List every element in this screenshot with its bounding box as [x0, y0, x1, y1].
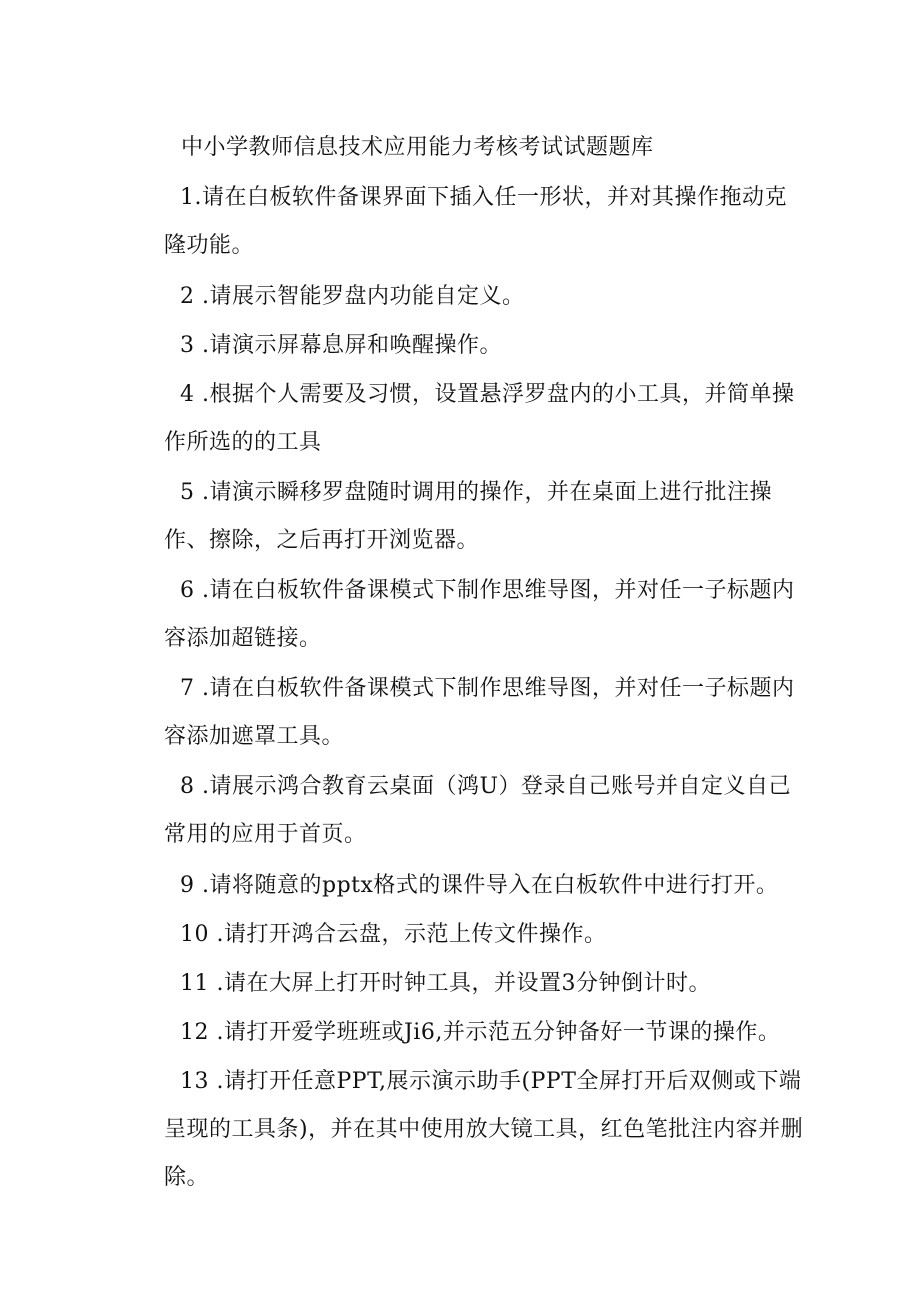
- question-12: 12 .请打开爱学班班或Ji6,并示范五分钟备好一节课的操作。: [180, 1020, 781, 1045]
- question-4: 4 .根据个人需要及习惯，设置悬浮罗盘内的小工具，并简单操作所选的的工具: [164, 382, 795, 455]
- question-13: 13 .请打开任意PPT,展示演示助手(PPT全屏打开后双侧或下端呈现的工具条)，并在其中使用放大镜工具，红色笔批注内容并删除。: [164, 1069, 804, 1190]
- question-10: 10 .请打开鸿合云盘，示范上传文件操作。: [180, 922, 607, 947]
- question-8: 8 .请展示鸿合教育云桌面（鸿U）登录自己账号并自定义自己常用的应用于首页。: [164, 774, 792, 847]
- question-1: 1.请在白板软件备课界面下插入任一形状，并对其操作拖动克隆功能。: [164, 185, 787, 258]
- question-3: 3 .请演示屏幕息屏和唤醒操作。: [180, 333, 502, 358]
- question-6: 6 .请在白板软件备课模式下制作思维导图，并对任一子标题内容添加超链接。: [164, 578, 795, 651]
- question-5: 5 .请演示瞬移罗盘随时调用的操作，并在桌面上进行批注操作、擦除，之后再打开浏览器。: [164, 480, 772, 553]
- question-11: 11 .请在大屏上打开时钟工具，并设置3分钟倒计时。: [180, 971, 711, 996]
- question-9: 9 .请将随意的pptx格式的课件导入在白板软件中进行打开。: [180, 873, 779, 898]
- page-title: 中小学教师信息技术应用能力考核考试试题题库: [181, 135, 654, 160]
- question-2: 2 .请展示智能罗盘内功能自定义。: [180, 284, 525, 309]
- question-7: 7 .请在白板软件备课模式下制作思维导图，并对任一子标题内容添加遮罩工具。: [164, 676, 795, 749]
